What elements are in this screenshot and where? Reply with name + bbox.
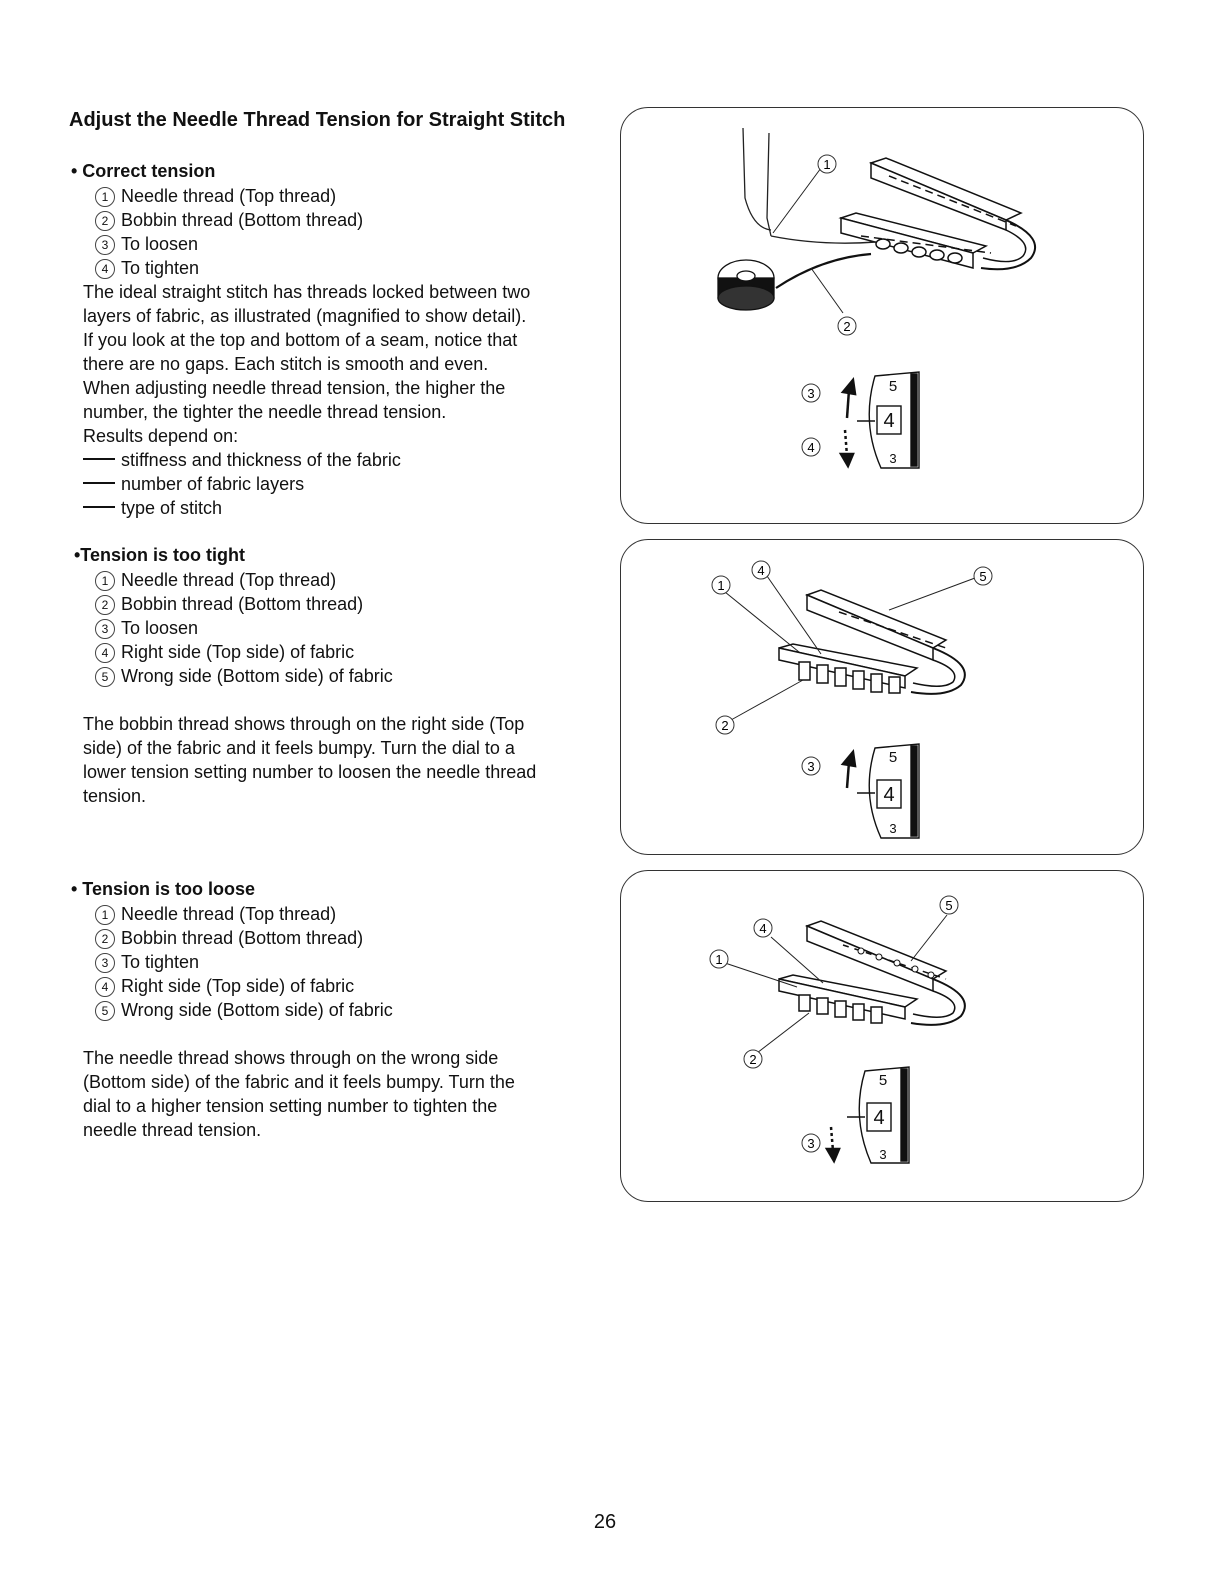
svg-text:2: 2 xyxy=(749,1052,757,1067)
dial-current-value: 4 xyxy=(873,1107,885,1129)
svg-text:5: 5 xyxy=(945,898,953,913)
page-title: Adjust the Needle Thread Tension for Straight Stitch xyxy=(69,109,566,131)
list-item: 1 Needle thread (Top thread) xyxy=(95,184,336,208)
loose-tension-heading: • Tension is too loose xyxy=(71,879,255,899)
svg-text:3: 3 xyxy=(807,386,815,401)
svg-text:2: 2 xyxy=(843,319,851,334)
callout-1 xyxy=(710,950,728,968)
list-item: 5 Wrong side (Bottom side) of fabric xyxy=(95,998,393,1022)
tight-tension-heading: •Tension is too tight xyxy=(74,545,245,565)
arrow-down-icon xyxy=(827,1127,839,1161)
dial-lower-value: 3 xyxy=(879,1147,887,1162)
dial-upper-value: 5 xyxy=(888,378,898,395)
callout-4 xyxy=(754,919,772,937)
correct-tension-illustration xyxy=(620,107,1144,524)
factor-item: stiffness and thickness of the fabric xyxy=(83,448,530,472)
dial-lower-value: 3 xyxy=(889,821,897,836)
callout-2 xyxy=(838,317,856,335)
callout-5 xyxy=(940,896,958,914)
list-item: 2 Bobbin thread (Bottom thread) xyxy=(95,592,363,616)
arrow-up-icon xyxy=(843,380,855,418)
callout-4 xyxy=(752,561,770,579)
callout-3 xyxy=(802,757,820,775)
svg-text:4: 4 xyxy=(807,440,815,455)
dial-upper-value: 5 xyxy=(878,1072,888,1089)
arrow-down-icon xyxy=(841,430,853,466)
svg-text:4: 4 xyxy=(759,921,767,936)
list-item: 2 Bobbin thread (Bottom thread) xyxy=(95,208,363,232)
correct-tension-paragraph: The ideal straight stitch has threads locked between two layers of fabric, as illustrated (magnified to show detail). If you look at the top and bottom of a seam, notice that there are no gaps. Each stitch is smooth and even. When adjusting needle thread tension, the higher the number, the tighter the needle thread tension. Results depend on: stiffness and thickness of the fabric number of fabric layers type of stitch xyxy=(83,282,531,518)
callout-4 xyxy=(802,438,820,456)
list-item: 4 To tighten xyxy=(95,256,199,280)
list-item: 4 Right side (Top side) of fabric xyxy=(95,640,354,664)
bobbin-icon xyxy=(718,260,774,310)
needle-icon xyxy=(743,128,771,236)
list-item: 1 Needle thread (Top thread) xyxy=(95,902,336,926)
callout-3 xyxy=(802,384,820,402)
callout-1 xyxy=(818,155,836,173)
factor-item: type of stitch xyxy=(83,496,530,520)
fabric-layer-icon xyxy=(779,921,965,1025)
svg-text:2: 2 xyxy=(721,718,729,733)
page-number: 26 xyxy=(593,1511,617,1533)
tension-dial-icon xyxy=(847,1067,909,1163)
svg-text:5: 5 xyxy=(979,569,987,584)
list-item: 5 Wrong side (Bottom side) of fabric xyxy=(95,664,393,688)
tension-dial-icon xyxy=(857,372,919,468)
loose-tension-paragraph: The needle thread shows through on the wrong side (Bottom side) of the fabric and it feels bumpy. Turn the dial to a higher tension setting number to tighten the needle thread tension. xyxy=(83,1048,515,1140)
loose-tension-illustration xyxy=(620,870,1144,1202)
callout-2 xyxy=(716,716,734,734)
arrow-up-icon xyxy=(843,752,855,788)
dial-current-value: 4 xyxy=(883,410,895,432)
list-item: 4 Right side (Top side) of fabric xyxy=(95,974,354,998)
list-item: 3 To loosen xyxy=(95,616,198,640)
factor-item: number of fabric layers xyxy=(83,472,530,496)
callout-3 xyxy=(802,1134,820,1152)
correct-tension-heading: • Correct tension xyxy=(71,161,216,181)
dial-current-value: 4 xyxy=(883,784,895,806)
dial-lower-value: 3 xyxy=(889,451,897,466)
svg-text:1: 1 xyxy=(823,157,831,172)
list-item: 2 Bobbin thread (Bottom thread) xyxy=(95,926,363,950)
callout-1 xyxy=(712,576,730,594)
callout-2 xyxy=(744,1050,762,1068)
svg-text:1: 1 xyxy=(715,952,723,967)
tension-dial-icon xyxy=(857,744,919,838)
fabric-layer-icon xyxy=(779,590,965,694)
svg-text:3: 3 xyxy=(807,1136,815,1151)
tight-tension-illustration xyxy=(620,539,1144,855)
callout-5 xyxy=(974,567,992,585)
fabric-layer-icon xyxy=(841,158,1035,269)
svg-text:4: 4 xyxy=(757,563,765,578)
tight-tension-paragraph: The bobbin thread shows through on the right side (Top side) of the fabric and it feels bumpy. Turn the dial to a lower tension setting number to loosen the needle thread tension. xyxy=(83,714,537,806)
list-item: 1 Needle thread (Top thread) xyxy=(95,568,336,592)
svg-text:1: 1 xyxy=(717,578,725,593)
svg-text:3: 3 xyxy=(807,759,815,774)
dial-upper-value: 5 xyxy=(888,749,898,766)
list-item: 3 To tighten xyxy=(95,950,199,974)
list-item: 3 To loosen xyxy=(95,232,198,256)
